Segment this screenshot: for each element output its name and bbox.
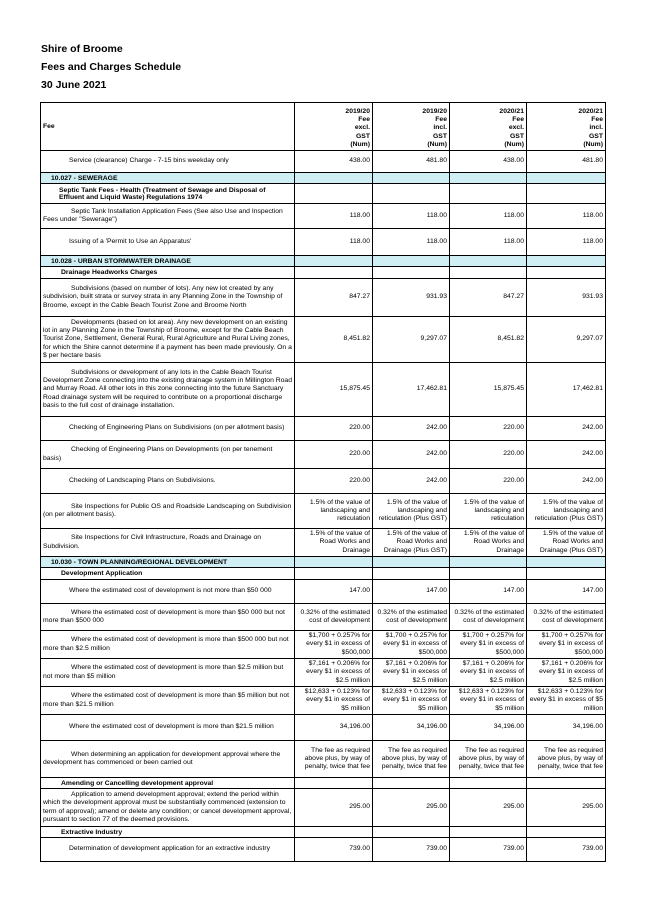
- fee-value: 34,196.00: [450, 715, 527, 741]
- fee-value: 34,196.00: [373, 715, 450, 741]
- fee-value: 147.00: [527, 580, 606, 604]
- fee-value: 0.32% of the estimated cost of development: [527, 604, 606, 631]
- fee-value: 9,297.07: [527, 317, 606, 363]
- fee-description: Where the estimated cost of development is more than $50 000 but not more than $500 000: [41, 604, 295, 631]
- empty-cell: [450, 778, 527, 789]
- empty-cell: [450, 568, 527, 580]
- fee-description: Application to amend development approval; extend the period within which the development approval must be substantially commenced (extension to term of approval); amend or delete any condition; or cancel development approval, pursuant to section 77 of the deemed provisions.: [41, 789, 295, 827]
- fee-description: Site Inspections for Civil Infrastructure, Roads and Drainage on Subdivision.: [41, 529, 295, 557]
- header-line: Fee: [512, 116, 524, 124]
- fee-value: 242.00: [527, 441, 606, 469]
- fee-value: 118.00: [295, 204, 373, 229]
- subheading-title: Development Application: [41, 568, 295, 580]
- header-line: Fee: [358, 116, 370, 124]
- empty-cell: [295, 267, 373, 279]
- subheading-row: [41, 827, 606, 838]
- header-line: GST: [356, 132, 370, 140]
- fee-value: 739.00: [527, 838, 606, 862]
- header-line: GST: [589, 132, 603, 140]
- table-row: [41, 151, 606, 173]
- header-line: (Num): [350, 140, 370, 148]
- subheading-title: Septic Tank Fees - Health (Treatment of Sewage and Disposal of Effluent and Liquid Waste) Regulations 1974: [41, 184, 295, 204]
- fee-description: Developments (based on lot area). Any new development on an existing lot in any Planning Zone in the Township of Broome, except for the Cable Beach Tourist Zone, Settlement, General Rural, Rural Agriculture and Rural Living zones, for which the Shire cannot determine if a payment has been made previously. On a $ per hectare basis: [41, 317, 295, 363]
- fee-value: 118.00: [527, 229, 606, 256]
- fee-value: The fee as required above plus, by way of penalty, twice that fee: [450, 741, 527, 778]
- column-header-2019-20-excl: [295, 103, 373, 151]
- subheading-row: [41, 778, 606, 789]
- empty-cell: [527, 827, 606, 838]
- fee-value: 1.5% of the value of Road Works and Drainage (Plus GST): [373, 529, 450, 557]
- document-date: 30 June 2021: [41, 79, 107, 91]
- fee-description: Septic Tank Installation Application Fees (See also Use and Inspection Fees under "Sewerage"): [41, 204, 295, 229]
- fee-value: The fee as required above plus, by way of penalty, twice that fee: [295, 741, 373, 778]
- fee-value: 9,297.07: [373, 317, 450, 363]
- header-line: incl.: [433, 124, 447, 132]
- fee-value: 438.00: [295, 151, 373, 173]
- header-line: Fee: [591, 116, 603, 124]
- fee-description: Where the estimated cost of development is more than $5 million but not more than $21.5 million: [41, 687, 295, 715]
- table-row: [41, 580, 606, 604]
- header-line: excl.: [354, 124, 370, 132]
- section-heading-row: [41, 256, 606, 267]
- fee-value: 1.5% of the value of Road Works and Drainage: [450, 529, 527, 557]
- fee-description: Where the estimated cost of development is more than $2.5 million but not more than $5 million: [41, 659, 295, 687]
- fee-value: $1,700 + 0.257% for every $1 in excess of $500,000: [373, 631, 450, 659]
- fee-value: $12,633 + 0.123% for every $1 in excess of $5 million: [295, 687, 373, 715]
- fee-value: 1.5% of the value of Road Works and Drainage (Plus GST): [527, 529, 606, 557]
- fee-value: 220.00: [450, 469, 527, 494]
- fee-description: Where the estimated cost of development is not more than $50 000: [41, 580, 295, 604]
- fee-value: 481.80: [373, 151, 450, 173]
- empty-cell: [373, 778, 450, 789]
- fee-value: 118.00: [527, 204, 606, 229]
- header-line: (Num): [427, 140, 447, 148]
- fee-value: 1.5% of the value of landscaping and reticulation (Plus GST): [373, 494, 450, 529]
- fee-value: 0.32% of the estimated cost of development: [295, 604, 373, 631]
- fee-value: 8,451.82: [295, 317, 373, 363]
- fee-value: $1,700 + 0.257% for every $1 in excess of $500,000: [450, 631, 527, 659]
- fee-value: 118.00: [450, 204, 527, 229]
- fee-value: 118.00: [373, 204, 450, 229]
- fee-value: 847.27: [450, 279, 527, 317]
- fees-table: [40, 102, 606, 862]
- fee-value: 0.32% of the estimated cost of development: [373, 604, 450, 631]
- fee-value: 17,462.81: [373, 363, 450, 417]
- org-name: Shire of Broome: [41, 43, 123, 55]
- table-row: [41, 631, 606, 659]
- fee-description: Checking of Engineering Plans on Developments (on per tenement basis): [41, 441, 295, 469]
- header-line: (Num): [583, 140, 603, 148]
- subheading-row: [41, 267, 606, 279]
- fee-value: 34,196.00: [527, 715, 606, 741]
- fee-value: 220.00: [450, 441, 527, 469]
- empty-cell: [373, 827, 450, 838]
- fee-value: 847.27: [295, 279, 373, 317]
- fee-column-header: Fee: [41, 103, 295, 151]
- subheading-row: [41, 184, 606, 204]
- fee-value: $12,633 + 0.123% for every $1 in excess of $5 million: [450, 687, 527, 715]
- header-line: 2020/21: [578, 107, 603, 115]
- table-row: [41, 529, 606, 557]
- empty-cell: [295, 173, 373, 184]
- header-line: GST: [433, 132, 447, 140]
- document-title: Fees and Charges Schedule: [41, 61, 182, 73]
- fee-description: Checking of Engineering Plans on Subdivisions (on per allotment basis): [41, 417, 295, 441]
- fee-value: 8,451.82: [450, 317, 527, 363]
- empty-cell: [527, 184, 606, 204]
- section-heading-row: [41, 557, 606, 568]
- table-row: [41, 279, 606, 317]
- column-header-2020-21-excl: [450, 103, 527, 151]
- table-row: [41, 417, 606, 441]
- fee-description: Issuing of a 'Permit to Use an Apparatus': [41, 229, 295, 256]
- table-row: [41, 494, 606, 529]
- table-row: [41, 687, 606, 715]
- table-row: [41, 715, 606, 741]
- fee-value: 242.00: [373, 417, 450, 441]
- empty-cell: [373, 568, 450, 580]
- table-row: [41, 741, 606, 778]
- section-title: 10.027 - SEWERAGE: [41, 173, 295, 184]
- fee-value: $7,161 + 0.206% for every $1 in excess of $2.5 million: [450, 659, 527, 687]
- empty-cell: [450, 557, 527, 568]
- fee-value: 1.5% of the value of landscaping and reticulation (Plus GST): [527, 494, 606, 529]
- table-row: [41, 229, 606, 256]
- fee-description: Where the estimated cost of development is more than $500 000 but not more than $2.5 million: [41, 631, 295, 659]
- header-line: incl.: [589, 124, 603, 132]
- table-row: [41, 204, 606, 229]
- fee-description: Where the estimated cost of development is more than $21.5 million: [41, 715, 295, 741]
- empty-cell: [450, 256, 527, 267]
- empty-cell: [295, 827, 373, 838]
- fee-value: 147.00: [373, 580, 450, 604]
- header-line: (Num): [504, 140, 524, 148]
- empty-cell: [373, 184, 450, 204]
- fee-value: $12,633 + 0.123% for every $1 in excess of $5 million: [373, 687, 450, 715]
- fee-value: The fee as required above plus, by way of penalty, twice that fee: [373, 741, 450, 778]
- fee-value: 220.00: [295, 441, 373, 469]
- empty-cell: [450, 173, 527, 184]
- fee-value: 1.5% of the value of Road Works and Drainage: [295, 529, 373, 557]
- subheading-title: Amending or Cancelling development approval: [41, 778, 295, 789]
- fee-value: 118.00: [450, 229, 527, 256]
- fee-value: 242.00: [527, 417, 606, 441]
- fee-value: 295.00: [373, 789, 450, 827]
- fee-value: $1,700 + 0.257% for every $1 in excess of $500,000: [527, 631, 606, 659]
- subheading-title: Drainage Headworks Charges: [41, 267, 295, 279]
- table-row: [41, 789, 606, 827]
- empty-cell: [527, 557, 606, 568]
- fee-value: 118.00: [373, 229, 450, 256]
- fee-description: Service (clearance) Charge - 7-15 bins weekday only: [41, 151, 295, 173]
- fee-value: $1,700 + 0.257% for every $1 in excess of $500,000: [295, 631, 373, 659]
- fee-value: 295.00: [527, 789, 606, 827]
- column-header-2019-20-incl: [373, 103, 450, 151]
- section-title: 10.030 - TOWN PLANNING/REGIONAL DEVELOPMENT: [41, 557, 295, 568]
- empty-cell: [373, 557, 450, 568]
- fee-value: 147.00: [295, 580, 373, 604]
- fee-value: 295.00: [295, 789, 373, 827]
- fee-value: 242.00: [373, 469, 450, 494]
- fee-value: 220.00: [450, 417, 527, 441]
- fee-value: The fee as required above plus, by way of penalty, twice that fee: [527, 741, 606, 778]
- fee-description: Subdivisions (based on number of lots). Any new lot created by any subdivision, built strata or survey strata in any Planning Zone in the Township of Broome, except in the Cable Beach Tourist Zone and Broome North: [41, 279, 295, 317]
- table-header-row: [41, 103, 606, 151]
- table-row: [41, 441, 606, 469]
- fee-value: 17,462.81: [527, 363, 606, 417]
- fee-value: 481.80: [527, 151, 606, 173]
- empty-cell: [373, 267, 450, 279]
- empty-cell: [373, 173, 450, 184]
- empty-cell: [295, 557, 373, 568]
- empty-cell: [527, 778, 606, 789]
- table-row: [41, 838, 606, 862]
- empty-cell: [295, 256, 373, 267]
- fee-value: $7,161 + 0.206% for every $1 in excess of $2.5 million: [373, 659, 450, 687]
- column-header-2020-21-incl: [527, 103, 606, 151]
- header-line: GST: [510, 132, 524, 140]
- empty-cell: [450, 827, 527, 838]
- empty-cell: [450, 184, 527, 204]
- table-row: [41, 363, 606, 417]
- fee-value: 739.00: [295, 838, 373, 862]
- header-line: 2020/21: [499, 107, 524, 115]
- fee-description: When determining an application for development approval where the development has commenced or been carried out: [41, 741, 295, 778]
- fee-value: $12,633 + 0.123% for every $1 in excess of $5 million: [527, 687, 606, 715]
- empty-cell: [373, 256, 450, 267]
- fee-value: 931.93: [527, 279, 606, 317]
- fee-description: Site Inspections for Public OS and Roadside Landscaping on Subdivision (on per allotment basis).: [41, 494, 295, 529]
- fee-value: 1.5% of the value of landscaping and reticulation: [295, 494, 373, 529]
- table-row: [41, 469, 606, 494]
- fee-value: 0.32% of the estimated cost of development: [450, 604, 527, 631]
- fee-value: 739.00: [373, 838, 450, 862]
- empty-cell: [527, 568, 606, 580]
- fee-value: $7,161 + 0.206% for every $1 in excess of $2.5 million: [295, 659, 373, 687]
- fee-value: 220.00: [295, 469, 373, 494]
- fee-value: 34,196.00: [295, 715, 373, 741]
- fee-value: 15,875.45: [450, 363, 527, 417]
- fee-value: 1.5% of the value of landscaping and reticulation: [450, 494, 527, 529]
- table-row: [41, 659, 606, 687]
- header-line: excl.: [508, 124, 524, 132]
- header-line: 2019/20: [345, 107, 370, 115]
- fee-value: 118.00: [295, 229, 373, 256]
- empty-cell: [450, 267, 527, 279]
- fee-value: 438.00: [450, 151, 527, 173]
- empty-cell: [527, 256, 606, 267]
- subheading-row: [41, 568, 606, 580]
- header-line: Fee: [435, 116, 447, 124]
- empty-cell: [527, 173, 606, 184]
- fee-value: 242.00: [373, 441, 450, 469]
- section-heading-row: [41, 173, 606, 184]
- fee-description: Checking of Landscaping Plans on Subdivisions.: [41, 469, 295, 494]
- section-title: 10.028 - URBAN STORMWATER DRAINAGE: [41, 256, 295, 267]
- fee-value: 931.93: [373, 279, 450, 317]
- fee-description: Subdivisions or development of any lots in the Cable Beach Tourist Development Zone connecting into the existing drainage system in Millington Road and Murray Road. All other lots in this zone connecting into the future Sanctuary Road drainage system will be required to contribute on a proportional discharge basis to the full cost of drainage installation.: [41, 363, 295, 417]
- fee-value: 147.00: [450, 580, 527, 604]
- fee-value: 220.00: [295, 417, 373, 441]
- empty-cell: [295, 568, 373, 580]
- fee-value: $7,161 + 0.206% for every $1 in excess of $2.5 million: [527, 659, 606, 687]
- fee-description: Determination of development application for an extractive industry: [41, 838, 295, 862]
- table-row: [41, 317, 606, 363]
- empty-cell: [527, 267, 606, 279]
- header-line: 2019/20: [422, 107, 447, 115]
- fee-value: 739.00: [450, 838, 527, 862]
- empty-cell: [295, 184, 373, 204]
- fee-value: 242.00: [527, 469, 606, 494]
- subheading-title: Extractive Industry: [41, 827, 295, 838]
- fee-value: 295.00: [450, 789, 527, 827]
- table-row: [41, 604, 606, 631]
- empty-cell: [295, 778, 373, 789]
- fee-value: 15,875.45: [295, 363, 373, 417]
